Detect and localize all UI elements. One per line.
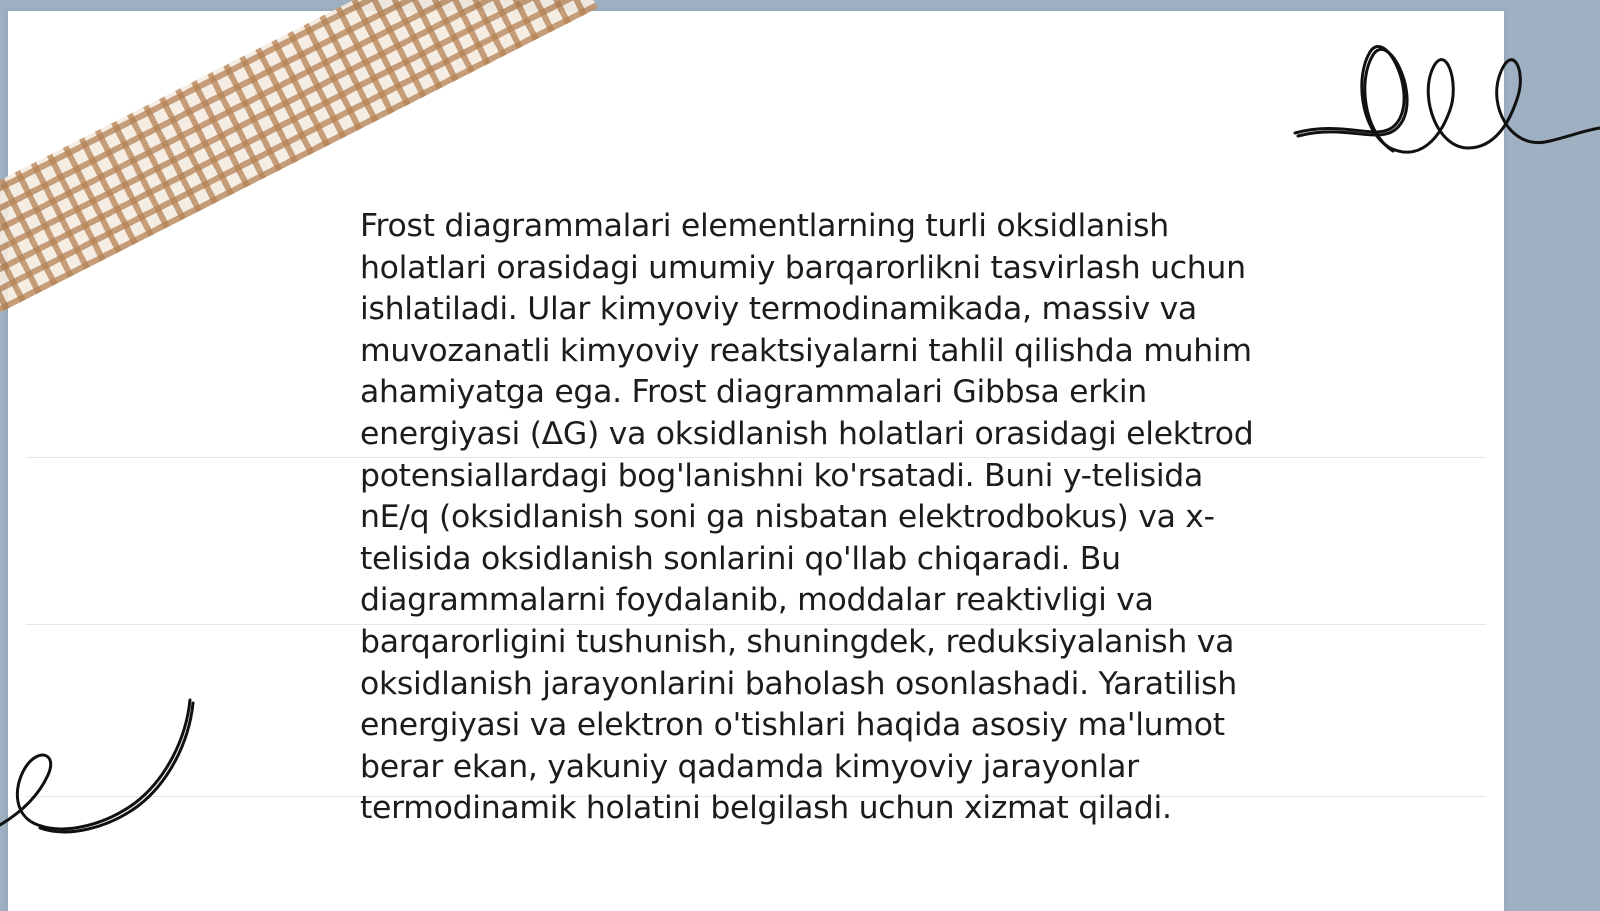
check-squiggle-icon <box>0 695 200 855</box>
body-text: Frost diagrammalari elementlarning turli oksidlanish holatlari orasidagi umumiy barqarorlikni tasvirlash uchun ishlatiladi. Ular kimyoviy termodinamikada, massiv va muvozanatli kimyoviy reaktsiyalarni tahlil qilishda muhim ahamiyatga ega. Frost diagrammalari Gibbsa erkin energiyasi (ΔG) va oksidlanish holatlari orasidagi elektrod potensiallardagi bog'lanishni ko'rsatadi. Buni y-telisida nE/q (oksidlanish soni ga nisbatan elektrodbokus) va x-telisida oksidlanish sonlarini qo'llab chiqaradi. Bu diagrammalarni foydalanib, moddalar reaktivligi va barqarorligini tushunish, shuningdek, reduksiyalanish va oksidlanish jarayonlarini baholash osonlashadi. Yaratilish energiyasi va elektron o'tishlari haqida asosiy ma'lumot berar ekan, yakuniy qadamda kimyoviy jarayonlar termodinamik holatini belgilash uchun xizmat qiladi. <box>360 208 1254 827</box>
loop-squiggle-icon <box>1290 30 1600 165</box>
